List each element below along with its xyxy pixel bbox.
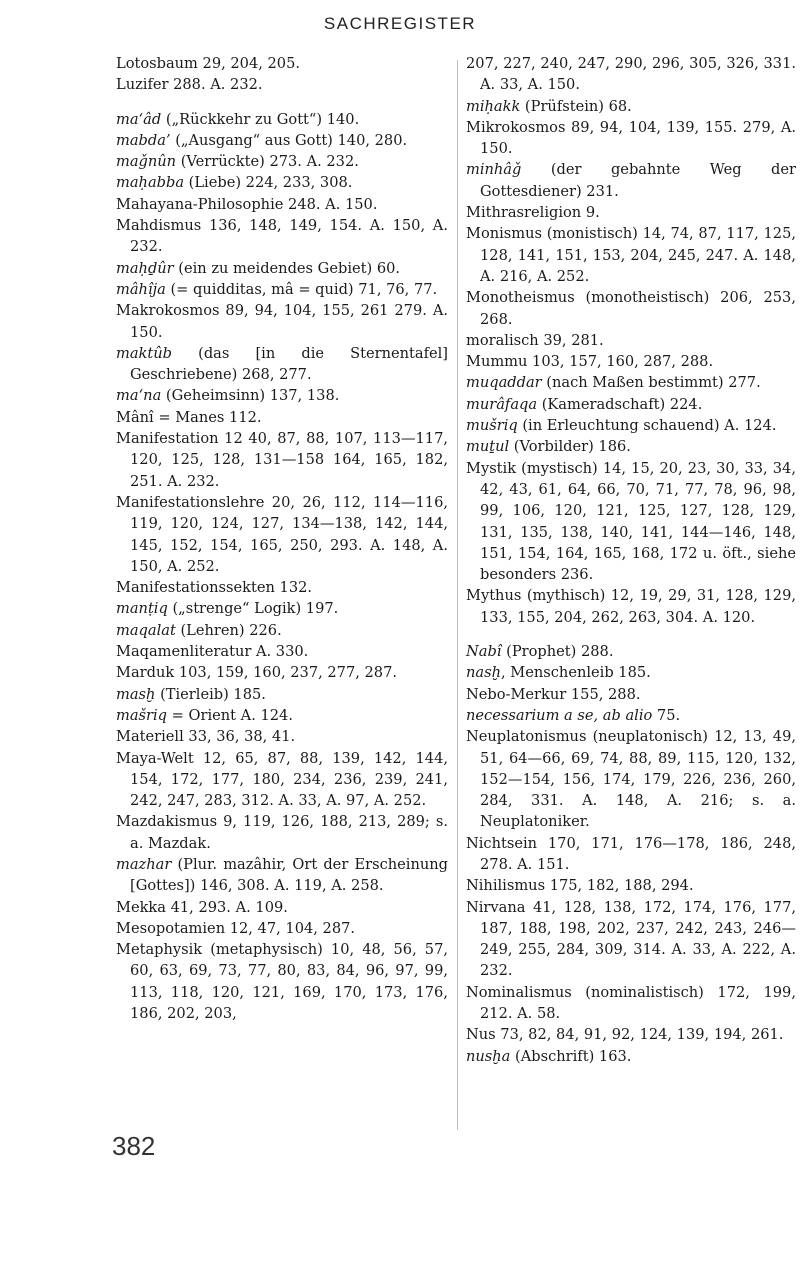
index-term: Lotosbaum: [116, 55, 198, 72]
index-term: minhâǧ: [466, 161, 522, 179]
index-entry: [116, 53, 448, 74]
index-term: maǧnûn: [116, 153, 177, 171]
index-term: Mânî: [116, 408, 154, 426]
index-references: 33, 36, 38, 41.: [183, 728, 296, 746]
index-entry: [116, 279, 448, 300]
index-references: 170, 171, 176—178, 186, 248, 278. A. 151.: [480, 834, 796, 873]
index-term: mabda’: [116, 131, 171, 149]
index-term: muṯul: [466, 438, 510, 456]
index-entry: [116, 705, 448, 726]
index-entry: [466, 684, 796, 705]
index-entry: [116, 151, 448, 172]
index-entry: [466, 436, 796, 457]
index-entry: [116, 215, 448, 258]
index-term: Materiell: [116, 728, 184, 746]
index-term: Manifestation: [116, 430, 219, 448]
index-term: masḫ: [116, 685, 156, 703]
index-term: Nus: [466, 1026, 496, 1044]
index-references: („Rückkehr zu Gott“) 140.: [161, 110, 360, 128]
index-references: (neuplatonisch) 12, 13, 49, 51, 64—66, 69, 74, 88, 89, 115, 120, 132, 152—154, 156, 174, 179, 226, 236, 260, 284, 331. A. 148, A. 216; s. a. Neuplatoniker.: [480, 728, 796, 831]
index-references: 136, 148, 149, 154. A. 150, A. 232.: [130, 217, 448, 256]
index-entry: [466, 223, 796, 287]
index-references: = Manes 112.: [153, 408, 262, 426]
index-references: (in Erleuchtung schauend) A. 124.: [517, 417, 777, 435]
index-references: 132.: [274, 579, 313, 597]
index-references: 41, 128, 138, 172, 174, 176, 177, 187, 188, 198, 202, 237, 242, 243, 246—249, 255, 284, 309, 314. A. 33, A. 222, A. 232.: [480, 898, 796, 980]
index-entry: [466, 117, 796, 160]
index-entry: [466, 202, 796, 223]
index-entry: [466, 415, 796, 436]
index-entry: [466, 726, 796, 832]
index-entry: [466, 585, 796, 628]
index-term: necessarium a se, ab alio: [466, 706, 653, 724]
index-term: moralisch: [466, 331, 539, 349]
index-term: maktûb: [116, 344, 172, 362]
index-term: Nabî: [466, 643, 502, 661]
index-references: 175, 182, 188, 294.: [545, 877, 694, 895]
index-references: (mythisch) 12, 19, 29, 31, 128, 129, 133, 155, 204, 262, 263, 304. A. 120.: [480, 587, 796, 626]
index-entry: [466, 330, 796, 351]
index-entry: [116, 641, 448, 662]
index-entry: [116, 748, 448, 812]
index-references: (der gebahnte Weg der Gottesdiener) 231.: [480, 161, 796, 200]
index-references: 9, 119, 126, 188, 213, 289; s. a. Mazdak.: [130, 813, 448, 852]
index-references: (monistisch) 14, 74, 87, 117, 125, 128, 141, 151, 153, 204, 245, 247. A. 148, A. 216, A. 252.: [480, 225, 796, 285]
index-term: Mummu: [466, 353, 528, 371]
index-references: 207, 227, 240, 247, 290, 296, 305, 326, 331. A. 33, A. 150.: [466, 55, 796, 94]
index-term: mušriq: [466, 417, 518, 435]
index-entry: [116, 939, 448, 1024]
index-references: („strenge“ Logik) 197.: [167, 600, 339, 618]
index-term: Mahdismus: [116, 217, 202, 235]
index-entry: [466, 875, 796, 896]
index-term: Maya-Welt: [116, 749, 194, 767]
index-term: Mystik: [466, 459, 517, 477]
index-entry: [466, 1046, 796, 1067]
column-divider: [457, 60, 458, 1130]
index-entry: [116, 492, 448, 577]
index-references: (Prophet) 288.: [501, 643, 614, 661]
index-references: 29, 204, 205.: [197, 55, 301, 72]
index-references: (Verrückte) 273. A. 232.: [176, 153, 359, 171]
index-entry: [116, 577, 448, 598]
index-entry: [116, 598, 448, 619]
index-entry: [116, 662, 448, 683]
index-term: Manifestationssekten: [116, 579, 275, 597]
index-term: nusḫa: [466, 1047, 511, 1065]
index-entry: [466, 287, 796, 330]
index-entry: [466, 833, 796, 876]
index-entry: [466, 705, 796, 726]
index-references: (Kameradschaft) 224.: [537, 395, 703, 413]
index-references: 12, 47, 104, 287.: [225, 919, 356, 937]
index-references: (Tierleib) 185.: [155, 685, 266, 703]
index-references: , Menschenleib 185.: [501, 664, 651, 682]
index-references: 248. A. 150.: [283, 195, 378, 213]
running-header: SACHREGISTER: [323, 14, 477, 33]
index-term: manṭiq: [116, 600, 168, 618]
index-references: 288. A. 232.: [168, 76, 263, 94]
index-references: (nach Maßen bestimmt) 277.: [541, 374, 761, 392]
index-entry: [466, 662, 796, 683]
index-references: 73, 82, 84, 91, 92, 124, 139, 194, 261.: [495, 1026, 784, 1044]
index-references: 75.: [652, 706, 681, 724]
index-term: miḥakk: [466, 97, 521, 115]
index-entry: [466, 372, 796, 393]
index-entry: [116, 130, 448, 151]
index-entry: [116, 620, 448, 641]
index-references: (ein zu meidendes Gebiet) 60.: [173, 259, 401, 277]
index-term: Mesopotamien: [116, 919, 226, 937]
index-column-right: [466, 53, 796, 1067]
index-entry: [116, 428, 448, 492]
index-term: maḥḏûr: [116, 259, 174, 277]
index-references: (mystisch) 14, 15, 20, 23, 30, 33, 34, 42, 43, 61, 64, 66, 70, 71, 77, 78, 96, 98, 99, 106, 120, 121, 125, 127, 128, 129, 131, 135, 138, 140, 141, 144—146, 148, 151, 154, 164, 165, 168, 172 u. öft., siehe besonders 236.: [480, 459, 796, 584]
index-entry: [466, 897, 796, 982]
index-references: 89, 94, 104, 139, 155. 279, A. 150.: [480, 118, 796, 158]
index-term: Mazdakismus: [116, 813, 218, 831]
index-references: 103, 157, 160, 287, 288.: [527, 353, 714, 371]
index-term: Marduk: [116, 664, 175, 682]
index-term: Metaphysik: [116, 941, 203, 959]
index-column-left: [116, 53, 448, 1024]
index-term: Mekka: [116, 898, 166, 916]
index-term: Nihilismus: [466, 877, 546, 895]
index-entry: [466, 982, 796, 1025]
index-entry: [466, 53, 796, 96]
index-term: Manifestationslehre: [116, 493, 265, 511]
index-term: ma‘na: [116, 387, 162, 405]
index-references: (= quidditas, mâ = quid) 71, 76, 77.: [165, 280, 438, 298]
index-entry: [116, 684, 448, 705]
index-references: 20, 26, 112, 114—116, 119, 120, 124, 127, 134—138, 142, 144, 145, 152, 154, 165, 250, 293. A. 148, A. 150, A. 252.: [130, 493, 448, 575]
index-term: muqaddar: [466, 374, 542, 392]
index-references: (metaphysisch) 10, 48, 56, 57, 60, 63, 69, 73, 77, 80, 83, 84, 96, 97, 99, 113, 118, 120, 121, 169, 170, 173, 176, 186, 202, 203,: [130, 941, 448, 1023]
index-references: (Abschrift) 163.: [510, 1047, 632, 1065]
index-entry: [116, 258, 448, 279]
index-entry: [466, 394, 796, 415]
index-references: 39, 281.: [538, 331, 604, 349]
index-term: mâhîja: [116, 280, 166, 298]
index-references: 9.: [581, 204, 600, 222]
index-entry: [116, 109, 448, 130]
index-entry: [116, 74, 448, 95]
index-entry: [466, 1024, 796, 1045]
index-references: (Geheimsinn) 137, 138.: [161, 387, 340, 405]
index-references: (nominalistisch) 172, 199, 212. A. 58.: [480, 983, 796, 1023]
index-references: (Liebe) 224, 233, 308.: [184, 174, 353, 192]
index-references: = Orient A. 124.: [167, 706, 293, 724]
index-entry: [466, 458, 796, 586]
index-entry: [116, 194, 448, 215]
index-term: ma‘âd: [116, 110, 162, 128]
index-references: (Plur. mazâhir, Ort der Erscheinung [Gottes]) 146, 308. A. 119, A. 258.: [130, 855, 448, 895]
index-entry: [116, 811, 448, 854]
index-term: Nirvana: [466, 898, 526, 916]
index-entry: [116, 897, 448, 918]
index-references: 89, 94, 104, 155, 261 279. A. 150.: [130, 302, 448, 341]
index-entry: [116, 300, 448, 343]
index-references: 103, 159, 160, 237, 277, 287.: [174, 664, 398, 682]
index-references: (Vorbilder) 186.: [509, 438, 631, 456]
index-term: Mythus: [466, 587, 522, 605]
index-entry: [116, 343, 448, 386]
index-entry: [116, 407, 448, 428]
index-term: Luzifer: [116, 76, 169, 94]
index-references: (Lehren) 226.: [175, 621, 282, 639]
index-term: Neuplatonismus: [466, 728, 587, 746]
index-entry: [116, 385, 448, 406]
index-entry: [466, 351, 796, 372]
index-term: Monotheismus: [466, 289, 575, 307]
index-term: mazhar: [116, 855, 172, 873]
index-term: maḥabba: [116, 174, 185, 192]
index-entry: [466, 159, 796, 202]
index-term: Nebo-Merkur: [466, 685, 567, 703]
index-term: Makrokosmos: [116, 302, 220, 320]
index-term: Mahayana-Philosophie: [116, 195, 284, 213]
index-references: 12, 65, 87, 88, 139, 142, 144, 154, 172, 177, 180, 234, 236, 239, 241, 242, 247, 283, 312. A. 33, A. 97, A. 252.: [130, 749, 448, 810]
index-term: Mikrokosmos: [466, 118, 566, 136]
index-term: Mithrasreligion: [466, 204, 582, 222]
index-entry: [116, 918, 448, 939]
index-references: 41, 293. A. 109.: [165, 898, 288, 916]
index-references: (Prüfstein) 68.: [520, 97, 632, 115]
index-references: A. 330.: [251, 643, 309, 661]
index-references: (monotheistisch) 206, 253, 268.: [480, 289, 796, 328]
index-references: 155, 288.: [566, 685, 641, 703]
index-term: mašriq: [116, 706, 168, 724]
index-term: Nominalismus: [466, 983, 572, 1001]
index-entry: [466, 641, 796, 662]
index-entry: [116, 854, 448, 897]
index-term: murâfaqa: [466, 395, 538, 413]
index-entry: [116, 726, 448, 747]
index-term: Maqamenliteratur: [116, 643, 252, 661]
index-term: Monismus: [466, 225, 543, 243]
index-entry: [116, 172, 448, 193]
index-term: maqalat: [116, 621, 176, 639]
index-term: nasḫ: [466, 664, 501, 682]
index-term: Nichtsein: [466, 834, 538, 852]
index-references: 12 40, 87, 88, 107, 113—117, 120, 125, 128, 131—158 164, 165, 182, 251. A. 232.: [130, 430, 448, 490]
index-references: (das [in die Sternentafel] Geschriebene) 268, 277.: [130, 344, 448, 384]
page-number: 382: [112, 1131, 156, 1161]
index-references: („Ausgang“ aus Gott) 140, 280.: [170, 131, 408, 149]
index-entry: [466, 96, 796, 117]
